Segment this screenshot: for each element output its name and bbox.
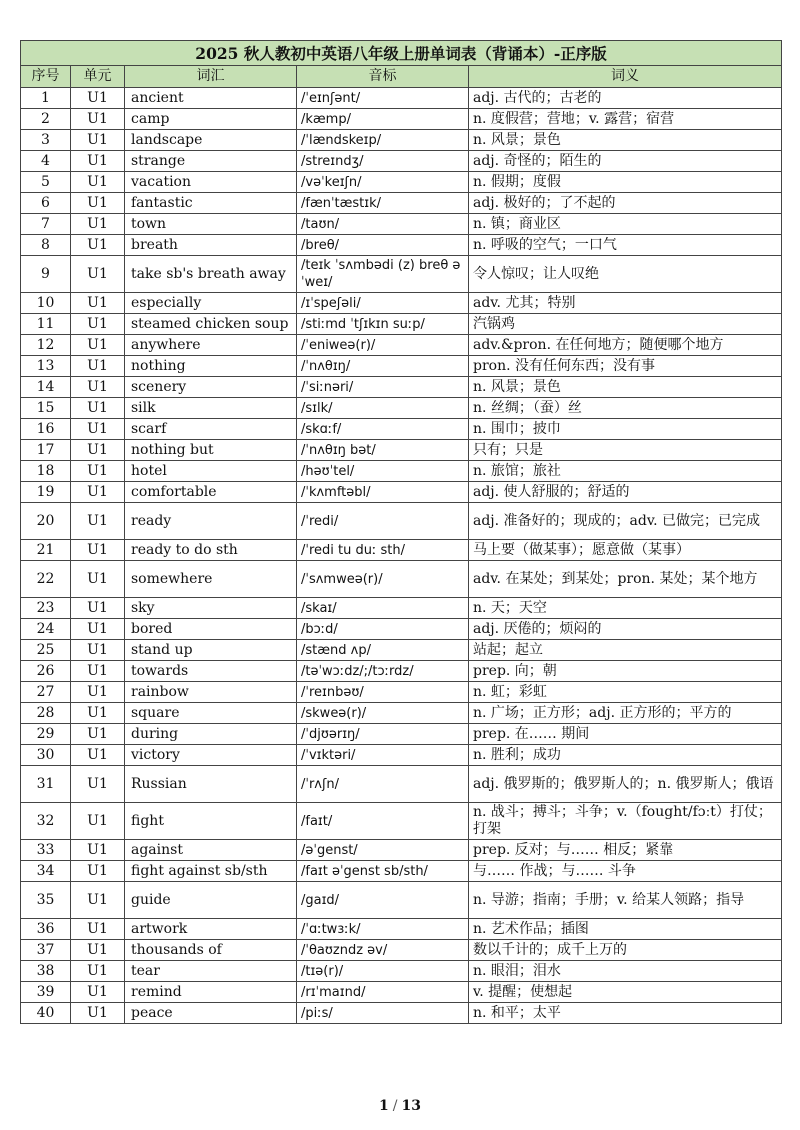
row-meaning: adj. 俄罗斯的；俄罗斯人的；n. 俄罗斯人；俄语 — [469, 766, 782, 803]
row-unit: U1 — [71, 724, 125, 745]
row-index: 32 — [21, 803, 71, 840]
row-meaning: adj. 古代的；古老的 — [469, 88, 782, 109]
row-meaning: n. 胜利；成功 — [469, 745, 782, 766]
row-phonetic: /ˈdjʊərɪŋ/ — [297, 724, 469, 745]
row-unit: U1 — [71, 940, 125, 961]
header-phonetic: 音标 — [297, 66, 469, 88]
row-meaning: adv. 尤其；特别 — [469, 293, 782, 314]
row-unit: U1 — [71, 861, 125, 882]
row-phonetic: /skweə(r)/ — [297, 703, 469, 724]
row-unit: U1 — [71, 682, 125, 703]
row-index: 27 — [21, 682, 71, 703]
row-word: ready to do sth — [125, 540, 297, 561]
row-meaning: n. 度假营；营地；v. 露营；宿营 — [469, 109, 782, 130]
table-row — [21, 314, 782, 335]
row-unit: U1 — [71, 235, 125, 256]
row-index: 31 — [21, 766, 71, 803]
table-row — [21, 882, 782, 919]
row-meaning: n. 虹；彩虹 — [469, 682, 782, 703]
row-meaning: 与…… 作战；与…… 斗争 — [469, 861, 782, 882]
table-row — [21, 109, 782, 130]
row-unit: U1 — [71, 293, 125, 314]
row-phonetic: /taʊn/ — [297, 214, 469, 235]
row-meaning: n. 艺术作品；插图 — [469, 919, 782, 940]
table-row — [21, 619, 782, 640]
row-index: 5 — [21, 172, 71, 193]
row-index: 7 — [21, 214, 71, 235]
row-word: sky — [125, 598, 297, 619]
row-unit: U1 — [71, 88, 125, 109]
row-word: nothing but — [125, 440, 297, 461]
row-word: towards — [125, 661, 297, 682]
row-phonetic: /stiːmd ˈtʃɪkɪn suːp/ — [297, 314, 469, 335]
row-word: guide — [125, 882, 297, 919]
row-phonetic: /ˈnʌθɪŋ bət/ — [297, 440, 469, 461]
row-phonetic: /kæmp/ — [297, 109, 469, 130]
row-word: tear — [125, 961, 297, 982]
table-title: 2025 秋人教初中英语八年级上册单词表（背诵本）-正序版 — [21, 41, 782, 66]
table-row — [21, 961, 782, 982]
row-word: during — [125, 724, 297, 745]
table-row — [21, 88, 782, 109]
row-word: against — [125, 840, 297, 861]
row-unit: U1 — [71, 661, 125, 682]
row-index: 21 — [21, 540, 71, 561]
table-row — [21, 356, 782, 377]
row-unit: U1 — [71, 540, 125, 561]
row-phonetic: /piːs/ — [297, 1003, 469, 1024]
row-index: 3 — [21, 130, 71, 151]
row-phonetic: /ˈredi/ — [297, 503, 469, 540]
row-unit: U1 — [71, 193, 125, 214]
row-phonetic: /gaɪd/ — [297, 882, 469, 919]
row-index: 19 — [21, 482, 71, 503]
row-unit: U1 — [71, 419, 125, 440]
row-index: 30 — [21, 745, 71, 766]
row-unit: U1 — [71, 803, 125, 840]
row-word: breath — [125, 235, 297, 256]
row-unit: U1 — [71, 377, 125, 398]
row-unit: U1 — [71, 703, 125, 724]
table-row — [21, 598, 782, 619]
row-index: 1 — [21, 88, 71, 109]
row-meaning: n. 天；天空 — [469, 598, 782, 619]
row-phonetic: /ˈrʌʃn/ — [297, 766, 469, 803]
table-row — [21, 640, 782, 661]
table-row — [21, 724, 782, 745]
row-index: 15 — [21, 398, 71, 419]
table-row — [21, 256, 782, 293]
row-index: 8 — [21, 235, 71, 256]
row-index: 22 — [21, 561, 71, 598]
row-index: 20 — [21, 503, 71, 540]
row-word: rainbow — [125, 682, 297, 703]
table-row — [21, 293, 782, 314]
title-row — [21, 41, 782, 66]
header-word: 词汇 — [125, 66, 297, 88]
row-index: 16 — [21, 419, 71, 440]
row-phonetic: /sɪlk/ — [297, 398, 469, 419]
row-meaning: prep. 向；朝 — [469, 661, 782, 682]
row-unit: U1 — [71, 619, 125, 640]
row-index: 23 — [21, 598, 71, 619]
row-meaning: n. 围巾；披巾 — [469, 419, 782, 440]
table-row — [21, 840, 782, 861]
row-index: 11 — [21, 314, 71, 335]
row-index: 36 — [21, 919, 71, 940]
row-meaning: adj. 厌倦的；烦闷的 — [469, 619, 782, 640]
table-row — [21, 130, 782, 151]
row-index: 13 — [21, 356, 71, 377]
row-word: especially — [125, 293, 297, 314]
row-unit: U1 — [71, 109, 125, 130]
row-phonetic: /teɪk ˈsʌmbədi (z) breθ əˈweɪ/ — [297, 256, 469, 293]
table-row — [21, 214, 782, 235]
vocabulary-table — [20, 40, 782, 1024]
row-unit: U1 — [71, 640, 125, 661]
row-index: 25 — [21, 640, 71, 661]
row-index: 2 — [21, 109, 71, 130]
row-meaning: 只有；只是 — [469, 440, 782, 461]
row-phonetic: /ɪˈspeʃəli/ — [297, 293, 469, 314]
current-page: 1 — [379, 1098, 389, 1114]
row-phonetic: /ˈeɪnʃənt/ — [297, 88, 469, 109]
row-index: 14 — [21, 377, 71, 398]
row-unit: U1 — [71, 256, 125, 293]
table-row — [21, 682, 782, 703]
row-unit: U1 — [71, 172, 125, 193]
row-phonetic: /vəˈkeɪʃn/ — [297, 172, 469, 193]
row-unit: U1 — [71, 503, 125, 540]
row-phonetic: /ˈθaʊzndz əv/ — [297, 940, 469, 961]
row-meaning: n. 呼吸的空气；一口气 — [469, 235, 782, 256]
row-phonetic: /ˈnʌθɪŋ/ — [297, 356, 469, 377]
header-index: 序号 — [21, 66, 71, 88]
row-index: 39 — [21, 982, 71, 1003]
row-index: 6 — [21, 193, 71, 214]
table-row — [21, 172, 782, 193]
row-index: 33 — [21, 840, 71, 861]
row-unit: U1 — [71, 356, 125, 377]
table-row — [21, 803, 782, 840]
row-phonetic: /rɪˈmaɪnd/ — [297, 982, 469, 1003]
row-meaning: prep. 反对；与…… 相反；紧靠 — [469, 840, 782, 861]
row-meaning: adj. 奇怪的；陌生的 — [469, 151, 782, 172]
row-phonetic: /fænˈtæstɪk/ — [297, 193, 469, 214]
row-unit: U1 — [71, 314, 125, 335]
row-word: vacation — [125, 172, 297, 193]
row-index: 37 — [21, 940, 71, 961]
table-row — [21, 377, 782, 398]
row-unit: U1 — [71, 961, 125, 982]
total-pages: 13 — [401, 1098, 421, 1114]
row-phonetic: /ˈlændskeɪp/ — [297, 130, 469, 151]
row-word: take sb's breath away — [125, 256, 297, 293]
row-meaning: n. 风景；景色 — [469, 377, 782, 398]
row-phonetic: /ˈsʌmweə(r)/ — [297, 561, 469, 598]
table-row — [21, 440, 782, 461]
row-word: town — [125, 214, 297, 235]
row-word: stand up — [125, 640, 297, 661]
vocabulary-document — [20, 40, 781, 1024]
row-unit: U1 — [71, 1003, 125, 1024]
table-row — [21, 919, 782, 940]
row-index: 17 — [21, 440, 71, 461]
row-phonetic: /ˈredi tu duː sth/ — [297, 540, 469, 561]
row-index: 9 — [21, 256, 71, 293]
table-row — [21, 982, 782, 1003]
row-word: ready — [125, 503, 297, 540]
row-word: steamed chicken soup — [125, 314, 297, 335]
row-index: 40 — [21, 1003, 71, 1024]
table-row — [21, 540, 782, 561]
row-unit: U1 — [71, 561, 125, 598]
row-phonetic: /skaɪ/ — [297, 598, 469, 619]
table-row — [21, 766, 782, 803]
row-unit: U1 — [71, 130, 125, 151]
row-word: fantastic — [125, 193, 297, 214]
table-row — [21, 503, 782, 540]
table-row — [21, 861, 782, 882]
row-unit: U1 — [71, 151, 125, 172]
row-word: camp — [125, 109, 297, 130]
row-phonetic: /ˈkʌmftəbl/ — [297, 482, 469, 503]
row-word: victory — [125, 745, 297, 766]
row-word: artwork — [125, 919, 297, 940]
row-word: comfortable — [125, 482, 297, 503]
row-meaning: n. 镇；商业区 — [469, 214, 782, 235]
row-phonetic: /faɪt əˈgenst sb/sth/ — [297, 861, 469, 882]
row-meaning: n. 眼泪；泪水 — [469, 961, 782, 982]
row-index: 12 — [21, 335, 71, 356]
row-meaning: n. 风景；景色 — [469, 130, 782, 151]
row-word: nothing — [125, 356, 297, 377]
row-phonetic: /breθ/ — [297, 235, 469, 256]
row-meaning: prep. 在…… 期间 — [469, 724, 782, 745]
table-row — [21, 482, 782, 503]
row-phonetic: /stænd ʌp/ — [297, 640, 469, 661]
row-index: 34 — [21, 861, 71, 882]
row-phonetic: /ˈɑːtwɜːk/ — [297, 919, 469, 940]
row-meaning: 汽锅鸡 — [469, 314, 782, 335]
table-row — [21, 461, 782, 482]
table-row — [21, 398, 782, 419]
row-unit: U1 — [71, 840, 125, 861]
row-meaning: n. 和平；太平 — [469, 1003, 782, 1024]
row-phonetic: /ˈsiːnəri/ — [297, 377, 469, 398]
row-unit: U1 — [71, 440, 125, 461]
row-meaning: pron. 没有任何东西；没有事 — [469, 356, 782, 377]
row-word: silk — [125, 398, 297, 419]
header-row — [21, 66, 782, 88]
row-word: strange — [125, 151, 297, 172]
row-unit: U1 — [71, 214, 125, 235]
row-unit: U1 — [71, 461, 125, 482]
row-meaning: n. 战斗；搏斗；斗争；v.（fought/fɔːt）打仗；打架 — [469, 803, 782, 840]
row-phonetic: /streɪndʒ/ — [297, 151, 469, 172]
row-index: 35 — [21, 882, 71, 919]
row-word: somewhere — [125, 561, 297, 598]
row-unit: U1 — [71, 766, 125, 803]
row-meaning: 数以千计的；成千上万的 — [469, 940, 782, 961]
row-unit: U1 — [71, 919, 125, 940]
header-unit: 单元 — [71, 66, 125, 88]
row-phonetic: /ˈreɪnbəʊ/ — [297, 682, 469, 703]
row-meaning: adj. 准备好的；现成的；adv. 已做完；已完成 — [469, 503, 782, 540]
row-word: square — [125, 703, 297, 724]
table-row — [21, 151, 782, 172]
row-phonetic: /əˈgenst/ — [297, 840, 469, 861]
row-phonetic: /faɪt/ — [297, 803, 469, 840]
row-meaning: v. 提醒；使想起 — [469, 982, 782, 1003]
row-meaning: n. 广场；正方形；adj. 正方形的；平方的 — [469, 703, 782, 724]
row-unit: U1 — [71, 882, 125, 919]
row-phonetic: /təˈwɔːdz/;/tɔːrdz/ — [297, 661, 469, 682]
row-meaning: adv.&pron. 在任何地方；随便哪个地方 — [469, 335, 782, 356]
row-meaning: 站起；起立 — [469, 640, 782, 661]
row-unit: U1 — [71, 598, 125, 619]
row-word: Russian — [125, 766, 297, 803]
row-index: 4 — [21, 151, 71, 172]
row-phonetic: /ˈvɪktəri/ — [297, 745, 469, 766]
table-row — [21, 419, 782, 440]
table-row — [21, 1003, 782, 1024]
row-phonetic: /bɔːd/ — [297, 619, 469, 640]
row-index: 29 — [21, 724, 71, 745]
table-row — [21, 561, 782, 598]
row-meaning: adv. 在某处；到某处；pron. 某处；某个地方 — [469, 561, 782, 598]
row-word: anywhere — [125, 335, 297, 356]
row-unit: U1 — [71, 982, 125, 1003]
row-meaning: n. 丝绸；（蚕）丝 — [469, 398, 782, 419]
row-index: 26 — [21, 661, 71, 682]
row-word: scarf — [125, 419, 297, 440]
row-word: thousands of — [125, 940, 297, 961]
row-unit: U1 — [71, 398, 125, 419]
row-index: 38 — [21, 961, 71, 982]
row-index: 28 — [21, 703, 71, 724]
row-index: 18 — [21, 461, 71, 482]
row-meaning: 马上要（做某事）；愿意做（某事） — [469, 540, 782, 561]
row-word: hotel — [125, 461, 297, 482]
row-unit: U1 — [71, 335, 125, 356]
row-meaning: n. 旅馆；旅社 — [469, 461, 782, 482]
row-word: bored — [125, 619, 297, 640]
page-number — [0, 1098, 800, 1114]
row-phonetic: /tɪə(r)/ — [297, 961, 469, 982]
row-word: remind — [125, 982, 297, 1003]
row-unit: U1 — [71, 482, 125, 503]
table-row — [21, 661, 782, 682]
row-unit: U1 — [71, 745, 125, 766]
table-row — [21, 235, 782, 256]
row-phonetic: /ˈeniweə(r)/ — [297, 335, 469, 356]
row-meaning: n. 假期；度假 — [469, 172, 782, 193]
row-meaning: adj. 极好的；了不起的 — [469, 193, 782, 214]
header-meaning: 词义 — [469, 66, 782, 88]
row-word: fight — [125, 803, 297, 840]
table-row — [21, 193, 782, 214]
row-meaning: n. 导游；指南；手册；v. 给某人领路；指导 — [469, 882, 782, 919]
row-word: peace — [125, 1003, 297, 1024]
page-separator: / — [392, 1098, 398, 1114]
row-word: landscape — [125, 130, 297, 151]
row-phonetic: /həʊˈtel/ — [297, 461, 469, 482]
row-word: fight against sb/sth — [125, 861, 297, 882]
row-word: scenery — [125, 377, 297, 398]
row-word: ancient — [125, 88, 297, 109]
row-index: 24 — [21, 619, 71, 640]
row-meaning: 令人惊叹；让人叹绝 — [469, 256, 782, 293]
row-index: 10 — [21, 293, 71, 314]
table-row — [21, 940, 782, 961]
row-phonetic: /skɑːf/ — [297, 419, 469, 440]
table-row — [21, 335, 782, 356]
table-row — [21, 703, 782, 724]
row-meaning: adj. 使人舒服的；舒适的 — [469, 482, 782, 503]
table-row — [21, 745, 782, 766]
